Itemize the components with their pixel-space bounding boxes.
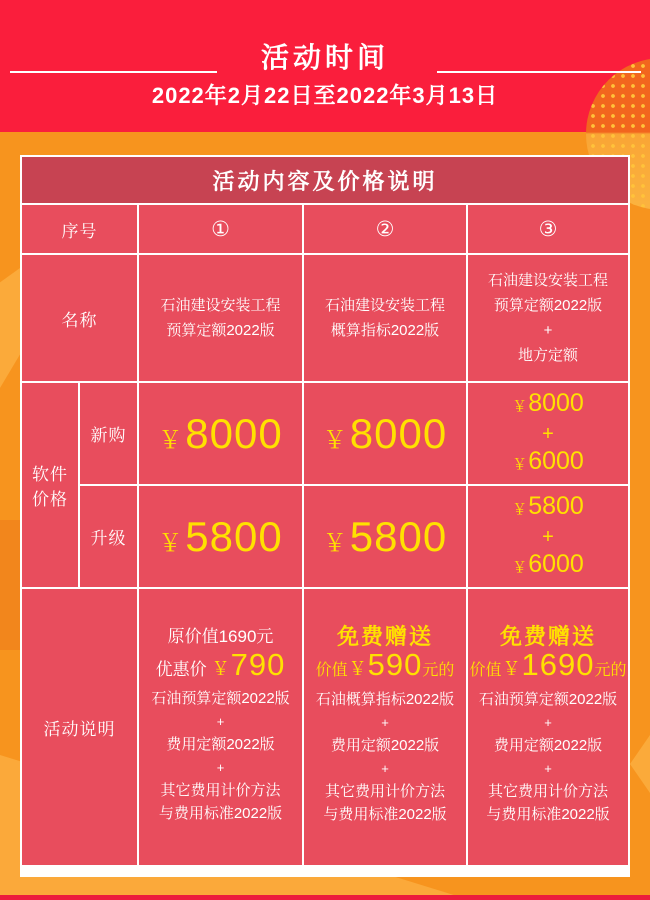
- plus-sign: +: [542, 422, 554, 445]
- price-table: [20, 155, 630, 877]
- value-prefix: 价值: [469, 661, 502, 679]
- plus-sign: +: [544, 714, 552, 730]
- right-light-diagonal-decoration: [630, 735, 650, 793]
- header-col1-icon: ①: [139, 205, 302, 253]
- name-cell-2: [304, 255, 466, 381]
- price-amount: 5800: [185, 512, 283, 560]
- currency-symbol: ￥: [322, 529, 347, 557]
- plus-sign: +: [216, 714, 225, 729]
- gift-value: 1690: [521, 646, 595, 682]
- new-price-cell-3: [468, 383, 628, 484]
- header-col3-icon: ③: [468, 205, 628, 253]
- product-name-line: 概算指标2022版: [330, 322, 440, 339]
- currency-symbol: ￥: [512, 500, 528, 518]
- price-amount: 6000: [528, 549, 584, 578]
- product-name-line: 地方定额: [517, 347, 578, 364]
- left-dark-diagonal-decoration: [0, 520, 20, 650]
- name-cell-3: [468, 255, 628, 381]
- currency-symbol: ￥: [158, 426, 183, 454]
- bundle-items: [151, 686, 289, 827]
- bundle-item: 其它费用计价方法: [487, 782, 608, 800]
- name-row-label: 名称: [22, 255, 137, 381]
- discount-price: 790: [230, 647, 286, 682]
- plus-sign: +: [542, 525, 554, 548]
- software-price-label-line1: 软件: [32, 465, 68, 484]
- price-amount: 6000: [528, 446, 584, 475]
- currency-symbol: ￥: [211, 659, 230, 679]
- bundle-item: 费用定额2022版: [493, 736, 603, 754]
- price-amount: 5800: [528, 491, 584, 520]
- promo-cell-2: [304, 589, 466, 865]
- bottom-red-strip: [0, 895, 650, 900]
- product-name-line: 预算定额2022版: [493, 297, 603, 314]
- bundle-item: 其它费用计价方法: [324, 782, 445, 800]
- bundle-items: [479, 687, 617, 828]
- bundle-item: 其它费用计价方法: [160, 782, 281, 799]
- name-cell-1: [139, 255, 302, 381]
- event-time-banner: [0, 0, 650, 132]
- upgrade-price-cell-1: [139, 486, 302, 587]
- gift-value: 590: [367, 646, 423, 682]
- currency-symbol: ￥: [322, 426, 347, 454]
- promo-cell-1: [139, 589, 302, 865]
- currency-symbol: ￥: [512, 397, 528, 415]
- value-suffix: 元的: [422, 661, 455, 679]
- bundle-item: 石油预算定额2022版: [478, 690, 618, 708]
- upgrade-price-cell-3: [468, 486, 628, 587]
- product-name-line: 石油建设安装工程: [160, 297, 281, 314]
- software-price-label-line2: 价格: [32, 490, 68, 509]
- original-price-text: 原价值1690元: [167, 627, 274, 646]
- bundle-item: 费用定额2022版: [330, 736, 440, 754]
- currency-symbol: ￥: [348, 658, 367, 679]
- plus-sign: +: [381, 714, 389, 730]
- product-name-line: 石油建设安装工程: [487, 272, 608, 289]
- price-amount: 5800: [349, 512, 448, 560]
- value-suffix: 元的: [594, 661, 627, 679]
- plus-sign: +: [544, 760, 552, 776]
- banner-title: 活动时间: [260, 42, 389, 73]
- product-name-line: 预算定额2022版: [166, 322, 275, 339]
- free-gift-label: 免费赠送: [499, 623, 596, 649]
- table-title: 活动内容及价格说明: [22, 157, 628, 203]
- currency-symbol: ￥: [512, 558, 528, 576]
- software-price-label: [22, 383, 78, 587]
- left-light-diagonal-decoration: [0, 268, 20, 388]
- new-price-cell-2: [304, 383, 466, 484]
- plus-sign: +: [381, 760, 389, 776]
- new-price-cell-1: [139, 383, 302, 484]
- banner-divider-right: [437, 71, 641, 73]
- bundle-item: 与费用标准2022版: [486, 805, 610, 823]
- price-amount: 8000: [185, 409, 283, 457]
- bundle-item: 石油预算定额2022版: [151, 690, 290, 707]
- bundle-item: 石油概算指标2022版: [315, 690, 455, 708]
- upgrade-label: 升级: [80, 486, 137, 587]
- discount-label: 优惠价: [155, 660, 207, 679]
- price-amount: 8000: [349, 409, 448, 457]
- plus-sign: +: [216, 760, 225, 775]
- banner-divider-left: [10, 71, 217, 73]
- bundle-item: 与费用标准2022版: [323, 805, 447, 823]
- header-index: 序号: [22, 205, 137, 253]
- bundle-item: 与费用标准2022版: [158, 805, 283, 822]
- plus-sign: +: [543, 322, 553, 339]
- currency-symbol: ￥: [502, 658, 521, 679]
- free-gift-label: 免费赠送: [336, 623, 433, 649]
- upgrade-price-cell-2: [304, 486, 466, 587]
- product-name-line: 石油建设安装工程: [324, 297, 445, 314]
- banner-date-range: 2022年2月22日至2022年3月13日: [151, 83, 499, 108]
- bundle-items: [316, 687, 454, 828]
- promo-row-label: 活动说明: [22, 589, 137, 865]
- currency-symbol: ￥: [512, 455, 528, 473]
- new-purchase-label: 新购: [80, 383, 137, 484]
- value-prefix: 价值: [315, 661, 348, 679]
- bundle-item: 费用定额2022版: [166, 736, 275, 753]
- price-amount: 8000: [528, 388, 584, 417]
- currency-symbol: ￥: [158, 529, 183, 557]
- promo-cell-3: [468, 589, 628, 865]
- header-col2-icon: ②: [304, 205, 466, 253]
